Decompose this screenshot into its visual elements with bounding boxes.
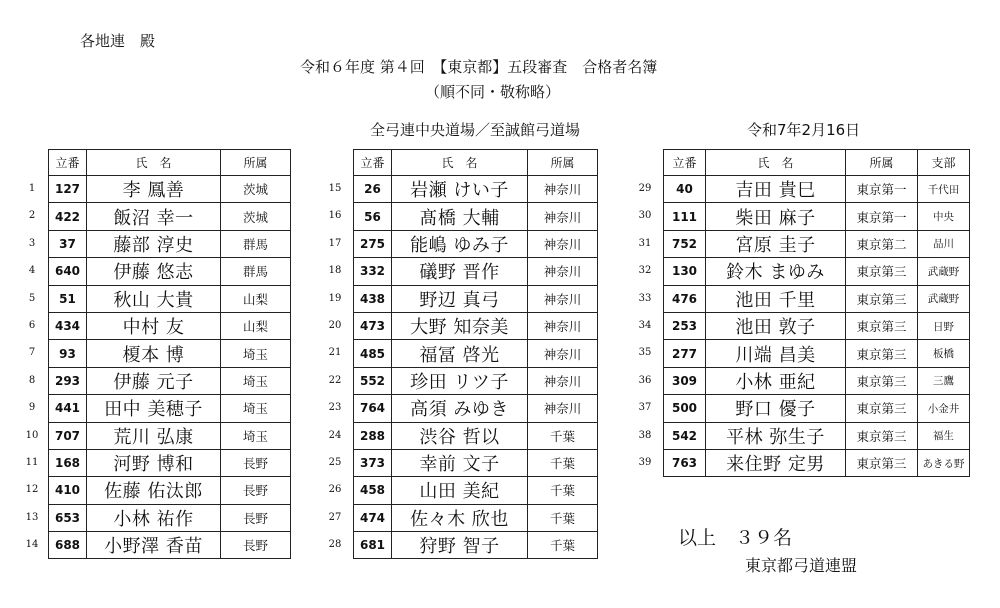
entry-number: 707 — [49, 422, 87, 449]
table-row — [49, 312, 291, 339]
roster-table-2 — [353, 149, 598, 559]
affiliation: 千葉 — [528, 449, 598, 476]
table-row — [664, 285, 970, 312]
row-number: 34 — [638, 320, 652, 331]
row-number: 31 — [638, 237, 652, 249]
entry-number: 458 — [354, 477, 392, 504]
branch: あきる野 — [918, 449, 970, 476]
table-row — [49, 422, 291, 449]
affiliation: 群馬 — [221, 258, 291, 285]
person-name: 伊藤 元子 — [87, 367, 221, 394]
person-name: 榎本 博 — [87, 340, 221, 367]
table-row — [664, 203, 970, 230]
entry-number: 127 — [49, 176, 87, 203]
header-no: 立番 — [354, 150, 392, 176]
person-name: 中村 友 — [87, 312, 221, 339]
person-name: 鈴木 まゆみ — [706, 258, 846, 285]
entry-number: 288 — [354, 422, 392, 449]
entry-number: 441 — [49, 395, 87, 422]
table-row — [354, 285, 598, 312]
affiliation: 茨城 — [221, 176, 291, 203]
table-row — [354, 532, 598, 559]
table-row — [49, 477, 291, 504]
affiliation: 神奈川 — [528, 367, 598, 394]
roster-table-3 — [663, 149, 970, 477]
row-number: 28 — [328, 539, 342, 551]
affiliation: 東京第三 — [846, 422, 918, 449]
affiliation: 神奈川 — [528, 203, 598, 230]
person-name: 小林 亜紀 — [706, 367, 846, 394]
affiliation: 神奈川 — [528, 395, 598, 422]
entry-number: 476 — [664, 285, 706, 312]
branch: 品川 — [918, 230, 970, 257]
header-name: 氏 名 — [87, 150, 221, 176]
table-row — [354, 340, 598, 367]
table-row — [664, 449, 970, 476]
entry-number: 500 — [664, 395, 706, 422]
row-number: 10 — [25, 429, 39, 441]
table-row — [664, 422, 970, 449]
entry-number: 763 — [664, 449, 706, 476]
row-number: 12 — [25, 484, 39, 496]
table-row — [354, 477, 598, 504]
person-name: 吉田 貴巳 — [706, 176, 846, 203]
entry-number: 474 — [354, 504, 392, 531]
person-name: 能嶋 ゆみ子 — [392, 230, 528, 257]
branch: 三鷹 — [918, 367, 970, 394]
branch: 日野 — [918, 312, 970, 339]
entry-number: 752 — [664, 230, 706, 257]
table-row — [354, 176, 598, 203]
affiliation: 山梨 — [221, 285, 291, 312]
person-name: 岩瀬 けい子 — [392, 176, 528, 203]
entry-number: 293 — [49, 367, 87, 394]
entry-number: 542 — [664, 422, 706, 449]
person-name: 渋谷 哲以 — [392, 422, 528, 449]
branch: 武蔵野 — [918, 285, 970, 312]
row-number: 23 — [328, 402, 342, 414]
header-affiliation: 所属 — [221, 150, 291, 176]
row-number: 29 — [638, 183, 652, 194]
entry-number: 309 — [664, 367, 706, 394]
row-number: 24 — [328, 429, 342, 441]
person-name: 大野 知奈美 — [392, 312, 528, 339]
header-no: 立番 — [49, 150, 87, 176]
row-number: 9 — [28, 402, 36, 414]
person-name: 佐々木 欣也 — [392, 504, 528, 531]
person-name: 池田 千里 — [706, 285, 846, 312]
header-no: 立番 — [664, 150, 706, 176]
affiliation: 神奈川 — [528, 258, 598, 285]
entry-number: 332 — [354, 258, 392, 285]
table-row — [49, 449, 291, 476]
person-name: 飯沼 幸一 — [87, 203, 221, 230]
entry-number: 434 — [49, 312, 87, 339]
affiliation: 山梨 — [221, 312, 291, 339]
row-number: 22 — [328, 374, 342, 386]
table-row — [664, 395, 970, 422]
row-number: 19 — [328, 292, 342, 304]
entry-number: 130 — [664, 258, 706, 285]
entry-number: 681 — [354, 532, 392, 559]
row-number: 37 — [638, 402, 652, 414]
header-affiliation: 所属 — [846, 150, 918, 176]
row-number: 14 — [25, 539, 39, 551]
person-name: 伊藤 悠志 — [87, 258, 221, 285]
person-name: 河野 博和 — [87, 449, 221, 476]
row-number: 4 — [28, 265, 36, 277]
affiliation: 東京第三 — [846, 285, 918, 312]
person-name: 川端 昌美 — [706, 340, 846, 367]
person-name: 狩野 智子 — [392, 532, 528, 559]
header-branch: 支部 — [918, 150, 970, 176]
row-number: 17 — [328, 237, 342, 249]
person-name: 福冨 啓光 — [392, 340, 528, 367]
entry-number: 253 — [664, 312, 706, 339]
affiliation: 東京第三 — [846, 367, 918, 394]
row-number: 6 — [28, 320, 36, 331]
table-row — [354, 230, 598, 257]
row-number: 2 — [28, 210, 36, 222]
entry-number: 640 — [49, 258, 87, 285]
entry-number: 93 — [49, 340, 87, 367]
affiliation: 神奈川 — [528, 176, 598, 203]
affiliation: 千葉 — [528, 477, 598, 504]
row-number: 5 — [28, 292, 36, 304]
entry-number: 275 — [354, 230, 392, 257]
affiliation: 神奈川 — [528, 285, 598, 312]
affiliation: 群馬 — [221, 230, 291, 257]
person-name: 宮原 圭子 — [706, 230, 846, 257]
table-row — [49, 504, 291, 531]
table-row — [49, 340, 291, 367]
row-number: 3 — [28, 237, 36, 249]
branch: 武蔵野 — [918, 258, 970, 285]
addressee: 各地連 殿 — [80, 32, 156, 50]
affiliation: 長野 — [221, 532, 291, 559]
person-name: 高須 みゆき — [392, 395, 528, 422]
row-number: 27 — [328, 511, 342, 523]
affiliation: 東京第三 — [846, 395, 918, 422]
person-name: 佐藤 佑汰郎 — [87, 477, 221, 504]
branch: 小金井 — [918, 395, 970, 422]
person-name: 来住野 定男 — [706, 449, 846, 476]
person-name: 藤部 淳史 — [87, 230, 221, 257]
row-number: 20 — [328, 320, 342, 331]
entry-number: 111 — [664, 203, 706, 230]
table-row — [49, 176, 291, 203]
table-row — [664, 176, 970, 203]
entry-number: 410 — [49, 477, 87, 504]
entry-number: 168 — [49, 449, 87, 476]
table-row — [354, 395, 598, 422]
table-row — [664, 367, 970, 394]
affiliation: 長野 — [221, 477, 291, 504]
branch: 千代田 — [918, 176, 970, 203]
table-row — [664, 312, 970, 339]
entry-number: 764 — [354, 395, 392, 422]
person-name: 幸前 文子 — [392, 449, 528, 476]
affiliation: 埼玉 — [221, 367, 291, 394]
table-row — [49, 203, 291, 230]
person-name: 礒野 晋作 — [392, 258, 528, 285]
table-row — [354, 504, 598, 531]
row-number: 16 — [328, 210, 342, 222]
row-number: 8 — [28, 374, 36, 386]
person-name: 平林 弥生子 — [706, 422, 846, 449]
affiliation: 東京第一 — [846, 203, 918, 230]
affiliation: 神奈川 — [528, 230, 598, 257]
affiliation: 長野 — [221, 504, 291, 531]
affiliation: 東京第三 — [846, 449, 918, 476]
table-row — [664, 258, 970, 285]
venue: 全弓連中央道場／至誠館弓道場 — [370, 121, 581, 139]
row-number: 11 — [25, 457, 39, 468]
roster-table-1 — [48, 149, 291, 559]
entry-number: 485 — [354, 340, 392, 367]
row-number: 25 — [328, 457, 342, 468]
affiliation: 長野 — [221, 449, 291, 476]
row-number: 26 — [328, 484, 342, 496]
row-number: 33 — [638, 292, 652, 304]
row-number: 7 — [28, 347, 36, 359]
header-name: 氏 名 — [392, 150, 528, 176]
exam-date: 令和7年2月16日 — [747, 121, 861, 139]
table-row — [354, 312, 598, 339]
entry-number: 473 — [354, 312, 392, 339]
header-name: 氏 名 — [706, 150, 846, 176]
person-name: 野辺 真弓 — [392, 285, 528, 312]
person-name: 秋山 大貴 — [87, 285, 221, 312]
affiliation: 千葉 — [528, 532, 598, 559]
document-title: 令和６年度 第４回 【東京都】五段審査 合格者名簿 — [300, 58, 658, 76]
affiliation: 埼玉 — [221, 395, 291, 422]
entry-number: 422 — [49, 203, 87, 230]
entry-number: 277 — [664, 340, 706, 367]
entry-number: 653 — [49, 504, 87, 531]
affiliation: 東京第三 — [846, 312, 918, 339]
table-row — [49, 285, 291, 312]
entry-number: 26 — [354, 176, 392, 203]
table-row — [664, 230, 970, 257]
table-row — [49, 532, 291, 559]
affiliation: 神奈川 — [528, 340, 598, 367]
affiliation: 東京第三 — [846, 258, 918, 285]
entry-number: 37 — [49, 230, 87, 257]
table-row — [49, 258, 291, 285]
row-number: 32 — [638, 265, 652, 277]
table-row — [664, 340, 970, 367]
affiliation: 東京第三 — [846, 340, 918, 367]
row-number: 15 — [328, 183, 342, 194]
person-name: 荒川 弘康 — [87, 422, 221, 449]
affiliation: 茨城 — [221, 203, 291, 230]
person-name: 小野澤 香苗 — [87, 532, 221, 559]
branch: 福生 — [918, 422, 970, 449]
affiliation: 埼玉 — [221, 422, 291, 449]
person-name: 山田 美紀 — [392, 477, 528, 504]
table-row — [49, 230, 291, 257]
entry-number: 688 — [49, 532, 87, 559]
affiliation: 神奈川 — [528, 312, 598, 339]
table-row — [354, 449, 598, 476]
person-name: 髙橋 大輔 — [392, 203, 528, 230]
person-name: 野口 優子 — [706, 395, 846, 422]
person-name: 珍田 リツ子 — [392, 367, 528, 394]
entry-number: 56 — [354, 203, 392, 230]
row-number: 38 — [638, 429, 652, 441]
person-name: 田中 美穂子 — [87, 395, 221, 422]
affiliation: 東京第二 — [846, 230, 918, 257]
total-count: 以上 ３９名 — [678, 527, 793, 549]
row-number: 1 — [28, 183, 36, 194]
person-name: 柴田 麻子 — [706, 203, 846, 230]
branch: 板橋 — [918, 340, 970, 367]
row-number: 13 — [25, 511, 39, 523]
table-row — [354, 203, 598, 230]
row-number: 35 — [638, 347, 652, 359]
affiliation: 千葉 — [528, 422, 598, 449]
row-number: 39 — [638, 457, 652, 468]
table-row — [354, 422, 598, 449]
table-row — [49, 367, 291, 394]
entry-number: 51 — [49, 285, 87, 312]
table-row — [354, 258, 598, 285]
row-number: 21 — [328, 347, 342, 359]
table-row — [354, 367, 598, 394]
organization-name: 東京都弓道連盟 — [745, 556, 858, 575]
person-name: 小林 祐作 — [87, 504, 221, 531]
person-name: 李 鳳善 — [87, 176, 221, 203]
row-number: 30 — [638, 210, 652, 222]
entry-number: 40 — [664, 176, 706, 203]
table-row — [49, 395, 291, 422]
row-number: 36 — [638, 374, 652, 386]
header-affiliation: 所属 — [528, 150, 598, 176]
branch: 中央 — [918, 203, 970, 230]
entry-number: 552 — [354, 367, 392, 394]
document-subtitle: （順不同・敬称略） — [425, 83, 561, 101]
entry-number: 373 — [354, 449, 392, 476]
affiliation: 埼玉 — [221, 340, 291, 367]
entry-number: 438 — [354, 285, 392, 312]
affiliation: 千葉 — [528, 504, 598, 531]
affiliation: 東京第一 — [846, 176, 918, 203]
person-name: 池田 敦子 — [706, 312, 846, 339]
row-number: 18 — [328, 265, 342, 277]
